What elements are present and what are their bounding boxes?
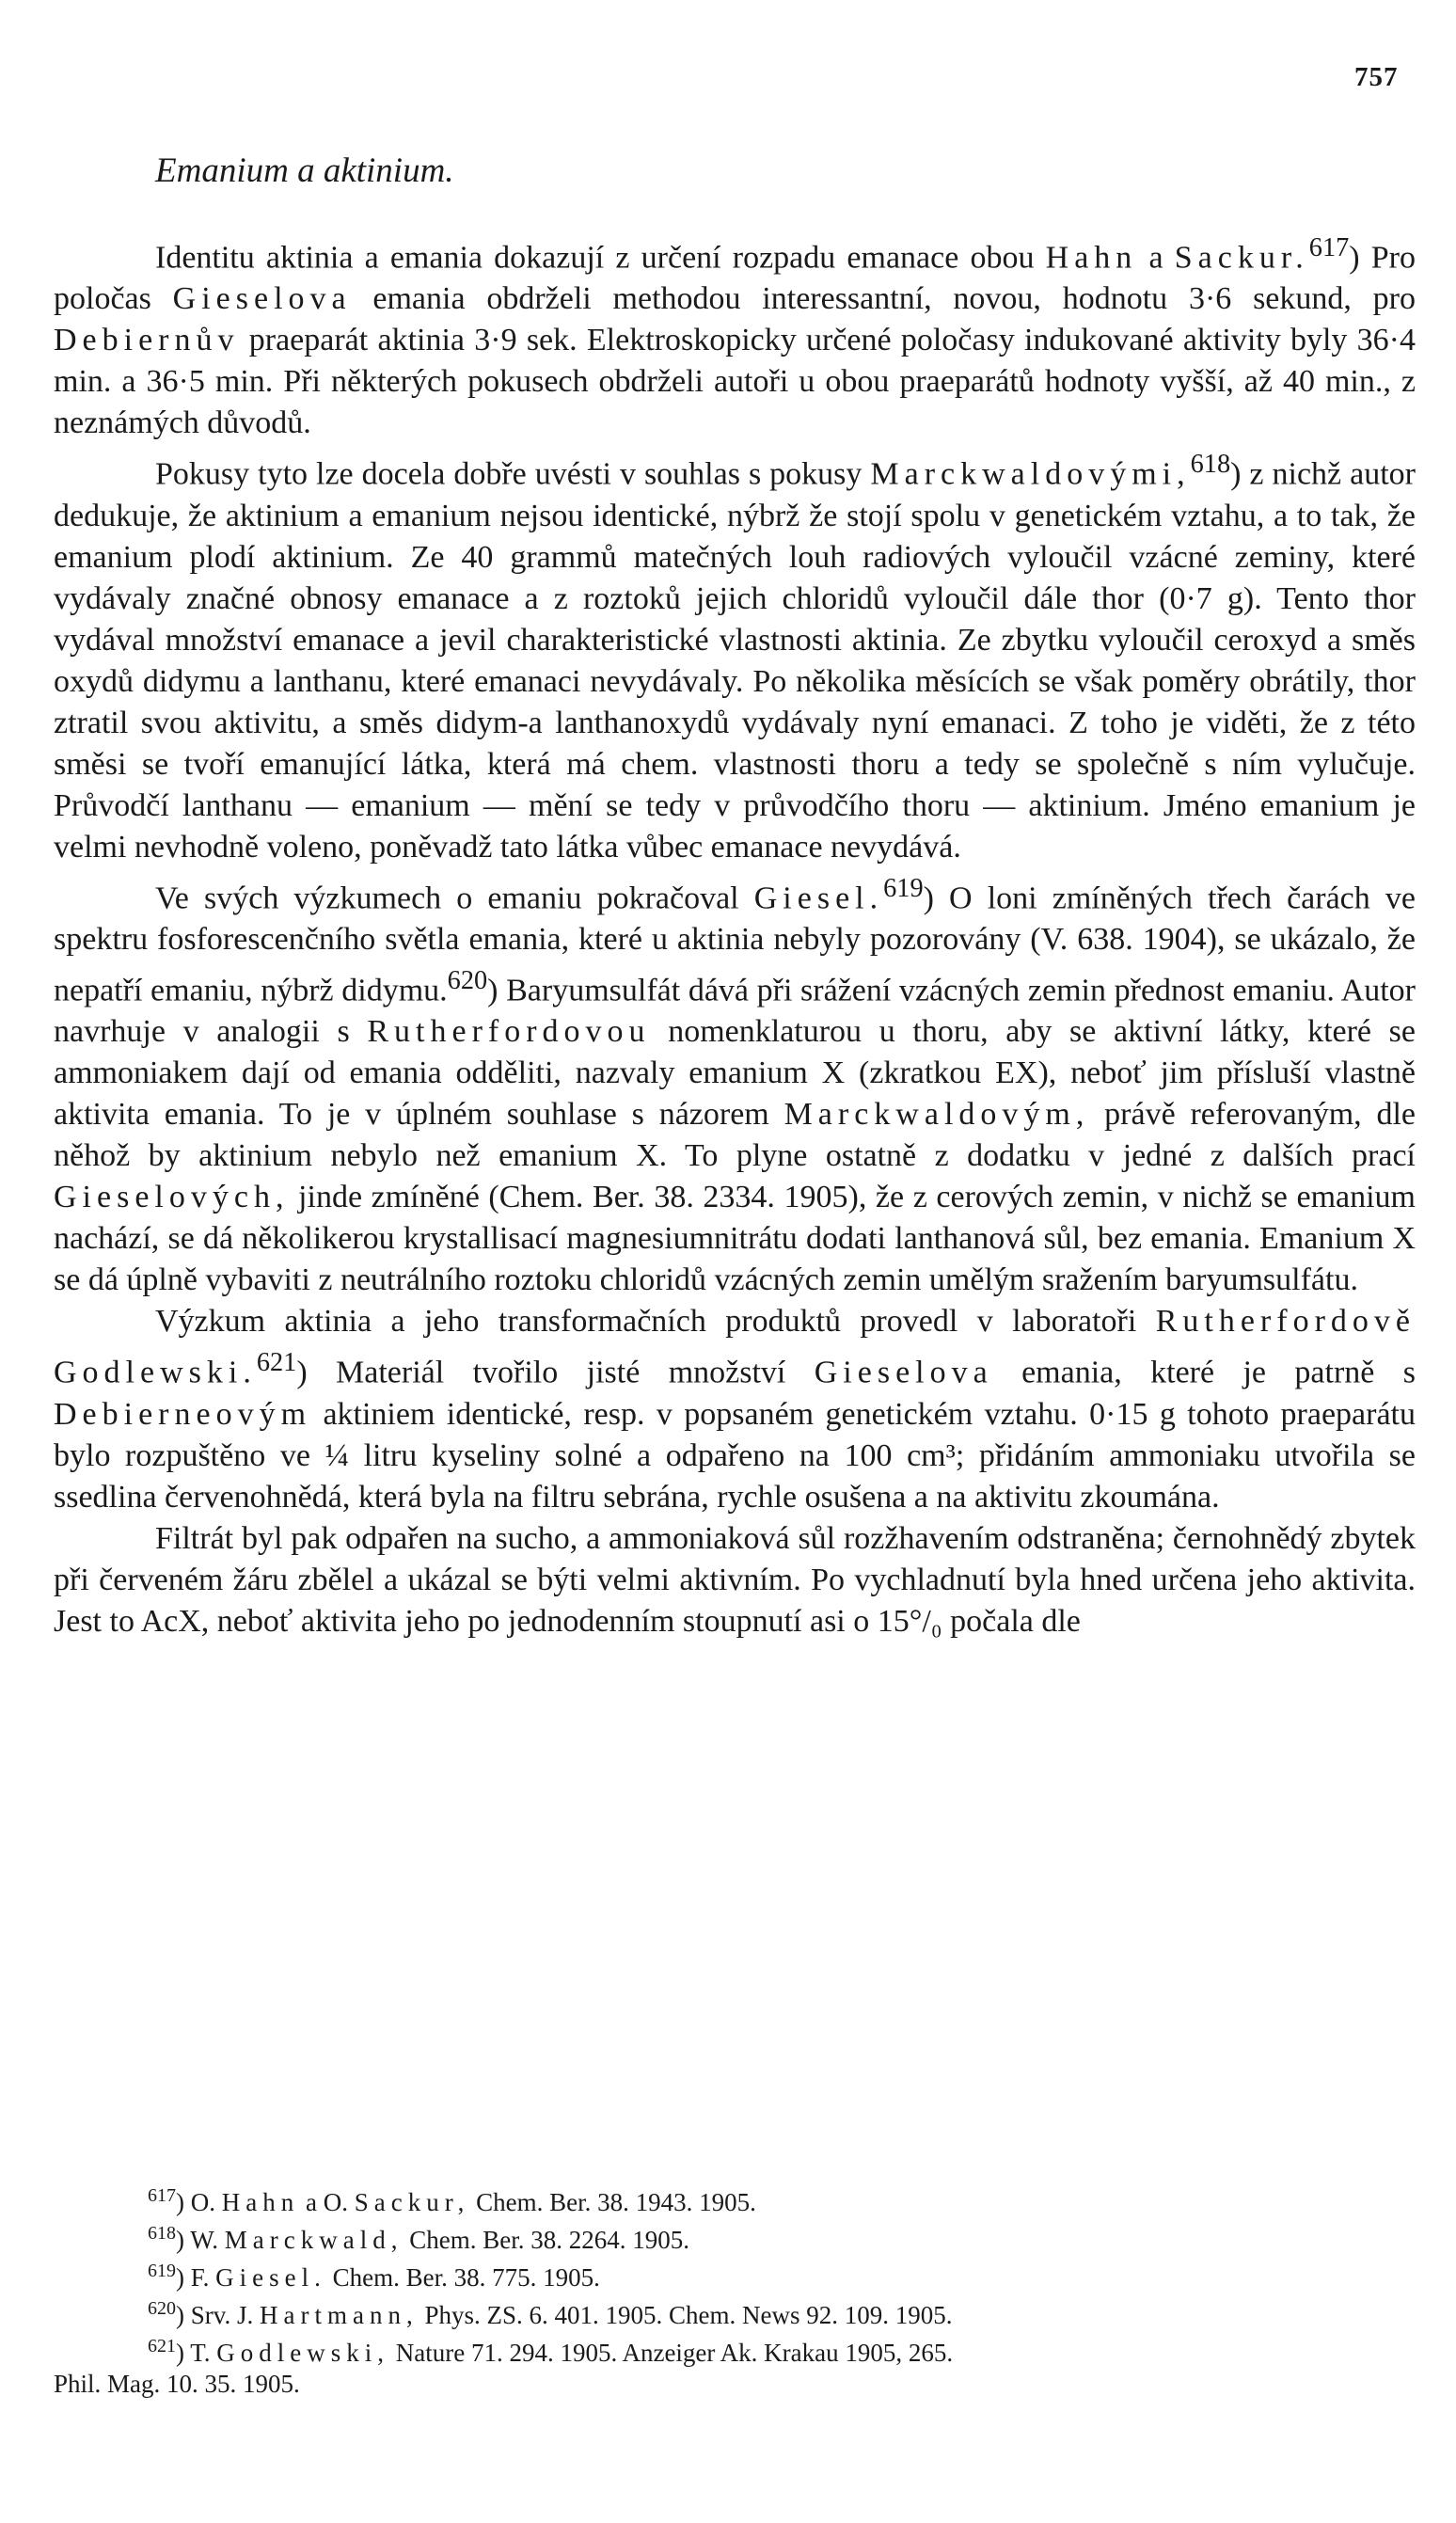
author-name: Debiernův — [54, 323, 240, 358]
footnote-ref: 618 — [1190, 450, 1231, 480]
paragraph-3: Ve svých výzkumech o emaniu pokračoval Giesel.$^{619}$) O loni zmíněných třech čarách ve spektru fosforescenčního světla emania, které u aktinia nebyly pozorovány (V. 638. 1904), se ukázalo, že nepatří emaniu, nýbrž didymu.$^{620}$) Baryumsulfát dává při srážení vzácných zemin přednost emaniu. Autor navrhuje v analogii s Rutherfordovou nomenklaturou u thoru, aby se aktivní látky, které se ammoniakem dají od emania odděliti, nazvaly emanium X (zkratkou EX), neboť jim přísluší vlastně aktivita emania. To je v úplném souhlase s názorem Marckwaldovým, právě referovaným, dle něhož by aktinium nebylo než emanium X. To plyne ostatně z dodatku v jedné z dalších prací Gieselových, jinde zmíněné (Chem. Ber. 38. 2334. 1905), že z cerových zemin, v nichž se emanium nachází, se dá několikerou krystallisací magnesiumnitrátu dodati lanthanová sůl, bez emania. Emanium X se dá úplně vybaviti z neutrálního roztoku chloridů vzácných zemin umělým sražením baryumsulfátu. — [54, 873, 1416, 1298]
author-name: Marckwaldovými, — [870, 456, 1191, 492]
author-name: Rutherfordovou — [367, 1014, 651, 1050]
footnote-continuation: Phil. Mag. 10. 35. 1905. — [54, 2370, 300, 2398]
author-name: Gieselova — [172, 281, 352, 317]
page-number: 757 — [1354, 62, 1399, 92]
footnote: $^{621}$) T. Godlewski, Nature 71. 294. 1905. Anzeiger Ak. Krakau 1905, 265. — [148, 2336, 954, 2367]
author-name: Giesel. — [753, 880, 884, 915]
section-title: Emanium a aktinium. — [155, 151, 454, 190]
footnote-ref: 617 — [1308, 233, 1350, 262]
footnote-ref: 620 — [447, 965, 488, 995]
author-name: Gieselových, — [54, 1180, 290, 1215]
footnote: $^{619}$) F. Giesel. Chem. Ber. 38. 775. 1905. — [148, 2261, 600, 2292]
author-name: Hahn — [1045, 240, 1138, 276]
footnote: $^{618}$) W. Marckwald, Chem. Ber. 38. 2264. 1905. — [148, 2223, 689, 2254]
body-text — [54, 228, 1416, 1642]
author-name: Gieselova — [814, 1355, 993, 1390]
paragraph-4: Výzkum aktinia a jeho transformačních produktů provedl v laboratoři Rutherfordově Godlewski.$^{621}$) Materiál tvořilo jisté množství Gieselova emania, které je patrně s Debierneovým aktiniem identické, resp. v popsaném genetickém vztahu. 0·15 g tohoto praeparátu bylo rozpuštěno ve ¼ litru kyseliny solné a odpařeno na 100 cm³; přidáním ammoniaku utvořila se ssedlina červenohnědá, která byla na filtru sebrána, rychle osušena a na aktivitu zkoumána. — [54, 1304, 1416, 1515]
author-name: Godlewski. — [54, 1355, 257, 1390]
footnote-ref: 619 — [883, 873, 924, 903]
author-name: Debierneovým — [54, 1396, 312, 1432]
paragraph-1: Identitu aktinia a emania dokazují z určení rozpadu emanace obou Hahn a Sackur.$^{617}$) Pro poločas Gieselova emania obdrželi methodou interessantní, novou, hodnotu 3·6 sekund, pro Debiernův praeparát aktinia 3·9 sek. Elektroskopicky určené poločasy indukované aktivity byly 36·4 min. a 36·5 min. Při některých pokusech obdrželi autoři u obou praeparátů hodnoty vyšší, až 40 min., z neznámých důvodů. — [54, 233, 1416, 441]
footnote-ref: 621 — [256, 1348, 297, 1378]
author-name: Rutherfordově — [1155, 1304, 1416, 1340]
paragraph-5: Filtrát byl pak odpařen na sucho, a ammoniaková sůl rozžhavením odstraněna; černohnědý zbytek při červeném žáru zbělel a ukázal se býti velmi aktivním. Po vychladnutí byla hned určena jeho aktivita. Jest to AcX, neboť aktivita jeho po jednodenním stoupnutí asi o 15°/₀ počala dle — [54, 1520, 1416, 1639]
footnotes — [54, 2181, 1416, 2400]
footnote: $^{620}$) Srv. J. Hartmann, Phys. ZS. 6. 401. 1905. Chem. News 92. 109. 1905. — [148, 2298, 953, 2329]
paragraph-2: Pokusy tyto lze docela dobře uvésti v souhlas s pokusy Marckwaldovými,$^{618}$) z nichž autor dedukuje, že aktinium a emanium nejsou identické, nýbrž že stojí spolu v genetickém vztahu, a to tak, že emanium plodí aktinium. Ze 40 grammů matečných louh radiových vyloučil vzácné zeminy, které vydávaly značné obnosy emanace a z roztoků jejich chloridů vyloučil dále thor (0·7 g). Tento thor vydával množství emanace a jevil charakteristické vlastnosti aktinia. Ze zbytku vyloučil ceroxyd a směs oxydů didymu a lanthanu, které emanaci nevydávaly. Po několika měsících se však poměry obrátily, thor ztratil svou aktivitu, a směs didym-a lanthanoxydů vydávaly nyní emanaci. Z toho je viděti, že z této směsi se tvoří emanující látka, která má chem. vlastnosti thoru a tedy se společně s ním vylučuje. Průvodčí lanthanu — emanium — mění se tedy v průvodčího thoru — aktinium. Jméno emanium je velmi nevhodně voleno, poněvadž tato látka vůbec emanace nevydává. — [54, 450, 1416, 865]
footnote: $^{617}$) O. Hahn a O. Sackur, Chem. Ber. 38. 1943. 1905. — [148, 2185, 756, 2216]
author-name: Marckwaldovým, — [783, 1097, 1090, 1133]
author-name: Sackur. — [1174, 240, 1309, 276]
